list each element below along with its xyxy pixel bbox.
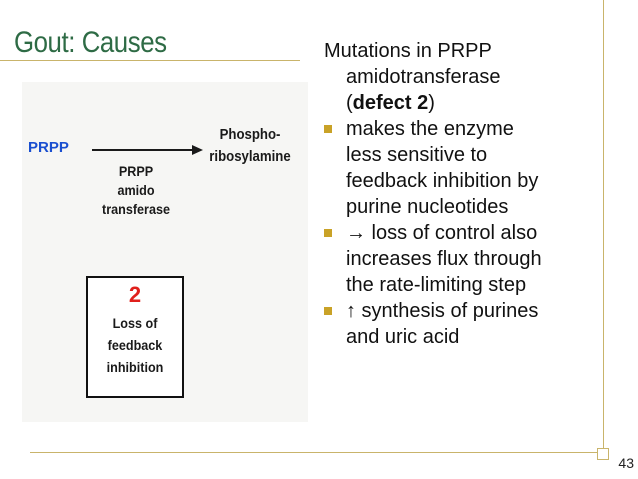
- bullet-item: [324, 220, 604, 298]
- title-underline: [0, 60, 300, 61]
- square-bullet-icon: [324, 307, 332, 315]
- bullet-line: feedback inhibition by: [346, 170, 539, 192]
- bullet-line: and uric acid: [346, 326, 460, 348]
- page-number: 43: [618, 455, 634, 471]
- intro-line: Mutations in PRPP: [324, 40, 492, 62]
- slide-title: Gout: Causes: [14, 26, 167, 59]
- square-bullet-icon: [324, 229, 332, 237]
- paren-close: ): [428, 92, 435, 114]
- paren-open: (: [346, 92, 353, 114]
- footer-rule: [30, 452, 600, 453]
- square-bullet-icon: [324, 125, 332, 133]
- defect-line: inhibition: [106, 359, 164, 375]
- bullet-line: makes the enzyme: [346, 118, 514, 140]
- enzyme-line: amido: [117, 182, 155, 198]
- bullet-line: purine nucleotides: [346, 196, 509, 218]
- slide-body: [324, 38, 604, 350]
- defect-label: defect 2: [352, 92, 429, 114]
- defect-line: Loss of: [112, 315, 158, 331]
- bullet-item: [324, 116, 604, 220]
- bullet-line: less sensitive to: [346, 144, 488, 166]
- enzyme-label: [82, 162, 190, 219]
- defect-line: feedback: [107, 337, 163, 353]
- bullet-line: [346, 298, 604, 324]
- substrate-label: PRPP: [28, 139, 69, 156]
- defect-description: [93, 312, 178, 378]
- defect-number: 2: [128, 282, 142, 307]
- up-arrow-icon: ↑: [346, 300, 356, 322]
- defect-box: [86, 276, 184, 398]
- intro-line: amidotransferase: [346, 66, 501, 88]
- product-label: [206, 124, 294, 168]
- pathway-figure: [22, 82, 308, 422]
- bullet-line: the rate-limiting step: [346, 274, 527, 296]
- enzyme-line: PRPP: [118, 163, 154, 179]
- product-line: ribosylamine: [209, 148, 291, 165]
- intro-line: [324, 90, 604, 116]
- bullet-item: [324, 298, 604, 350]
- bullet-text: loss of control also: [366, 222, 538, 244]
- bullet-line: increases flux through: [346, 248, 542, 270]
- enzyme-line: transferase: [102, 201, 170, 217]
- reaction-arrow-icon: [92, 143, 204, 157]
- bullet-line: [346, 220, 604, 246]
- bullet-text: synthesis of purines: [356, 300, 539, 322]
- product-line: Phospho-: [219, 126, 281, 143]
- bullet-list: [324, 116, 604, 350]
- right-arrow-icon: →: [346, 222, 366, 244]
- intro-paragraph: [324, 38, 604, 116]
